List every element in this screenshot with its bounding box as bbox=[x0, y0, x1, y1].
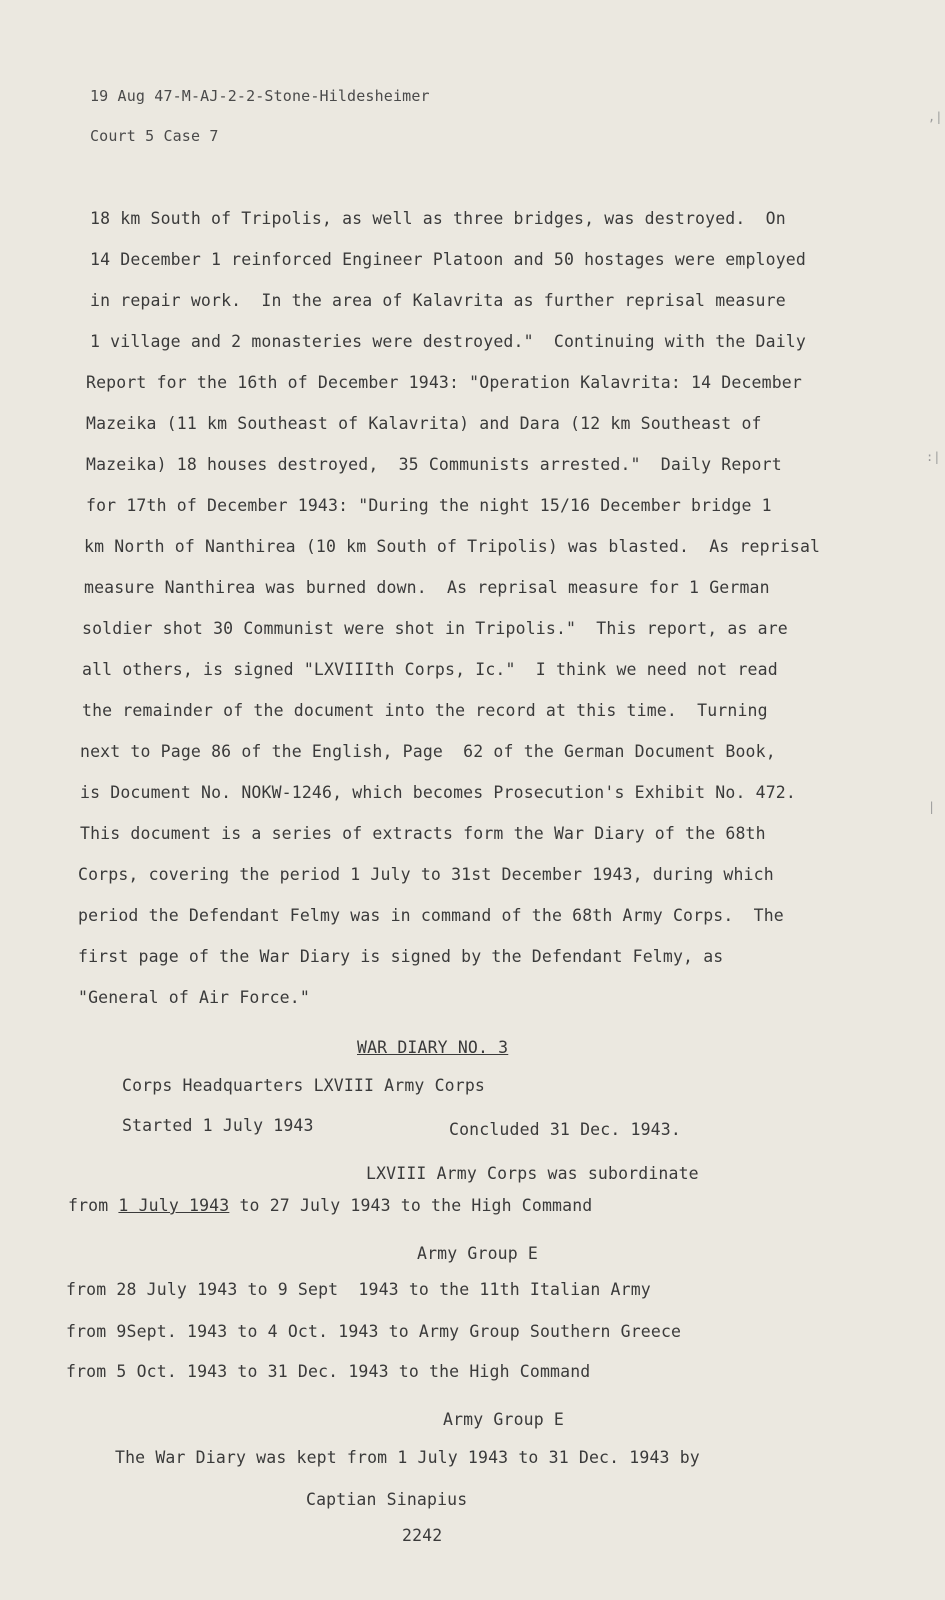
header-line-1: 19 Aug 47-M-AJ-2-2-Stone-Hildesheimer bbox=[90, 87, 430, 105]
body-line: soldier shot 30 Communist were shot in Tripolis." This report, as are bbox=[82, 619, 788, 638]
margin-mark: :| bbox=[926, 450, 941, 464]
body-line: Mazeika (11 km Southeast of Kalavrita) and Dara (12 km Southeast of bbox=[86, 414, 762, 433]
body-line: 14 December 1 reinforced Engineer Platoon and 50 hostages were employed bbox=[90, 250, 806, 269]
diary-concluded: Concluded 31 Dec. 1943. bbox=[449, 1120, 681, 1139]
body-line: first page of the War Diary is signed by the Defendant Felmy, as bbox=[78, 947, 724, 966]
margin-mark: | bbox=[928, 800, 936, 814]
header-line-2: Court 5 Case 7 bbox=[90, 127, 219, 145]
diary-kept-line: The War Diary was kept from 1 July 1943 to 31 Dec. 1943 by bbox=[115, 1448, 700, 1467]
row-prefix: from bbox=[68, 1196, 119, 1215]
body-line: period the Defendant Felmy was in command of the 68th Army Corps. The bbox=[78, 906, 784, 925]
diary-subordinate: LXVIII Army Corps was subordinate bbox=[366, 1164, 699, 1183]
margin-mark: ,| bbox=[928, 110, 943, 124]
diary-hq-line: Corps Headquarters LXVIII Army Corps bbox=[122, 1076, 486, 1095]
body-line: 1 village and 2 monasteries were destroyed." Continuing with the Daily bbox=[90, 332, 806, 351]
body-line: the remainder of the document into the record at this time. Turning bbox=[82, 701, 768, 720]
body-line: is Document No. NOKW-1246, which becomes Prosecution's Exhibit No. 472. bbox=[80, 783, 796, 802]
diary-title: WAR DIARY NO. 3 bbox=[357, 1038, 509, 1057]
body-line: in repair work. In the area of Kalavrita as further reprisal measure bbox=[90, 291, 786, 310]
body-line: Report for the 16th of December 1943: "Operation Kalavrita: 14 December bbox=[86, 373, 802, 392]
diary-army-group-2: Army Group E bbox=[443, 1410, 565, 1429]
body-line: next to Page 86 of the English, Page 62 of the German Document Book, bbox=[80, 742, 776, 761]
body-line: Mazeika) 18 houses destroyed, 35 Communists arrested." Daily Report bbox=[86, 455, 782, 474]
diary-captain: Captian Sinapius bbox=[306, 1490, 468, 1509]
body-line: 18 km South of Tripolis, as well as three bridges, was destroyed. On bbox=[90, 209, 786, 228]
diary-started: Started 1 July 1943 bbox=[122, 1116, 314, 1135]
body-line: This document is a series of extracts form the War Diary of the 68th bbox=[80, 824, 766, 843]
row-rest: to 27 July 1943 to the High Command bbox=[229, 1196, 593, 1215]
diary-army-group-1: Army Group E bbox=[417, 1244, 539, 1263]
row-start-date: 1 July 1943 bbox=[118, 1196, 230, 1215]
body-line: km North of Nanthirea (10 km South of Tripolis) was blasted. As reprisal bbox=[84, 537, 821, 556]
page-number: 2242 bbox=[402, 1526, 443, 1545]
body-line: Corps, covering the period 1 July to 31st December 1943, during which bbox=[78, 865, 774, 884]
diary-row-1 bbox=[68, 1196, 592, 1216]
diary-row-3: from 9Sept. 1943 to 4 Oct. 1943 to Army Group Southern Greece bbox=[66, 1322, 682, 1341]
body-line: measure Nanthirea was burned down. As reprisal measure for 1 German bbox=[84, 578, 770, 597]
body-line: all others, is signed "LXVIIIth Corps, Ic." I think we need not read bbox=[82, 660, 778, 679]
diary-row-2: from 28 July 1943 to 9 Sept 1943 to the 11th Italian Army bbox=[66, 1280, 651, 1299]
diary-row-4: from 5 Oct. 1943 to 31 Dec. 1943 to the High Command bbox=[66, 1362, 591, 1381]
body-line: "General of Air Force." bbox=[78, 988, 310, 1007]
body-line: for 17th of December 1943: "During the night 15/16 December bridge 1 bbox=[86, 496, 772, 515]
